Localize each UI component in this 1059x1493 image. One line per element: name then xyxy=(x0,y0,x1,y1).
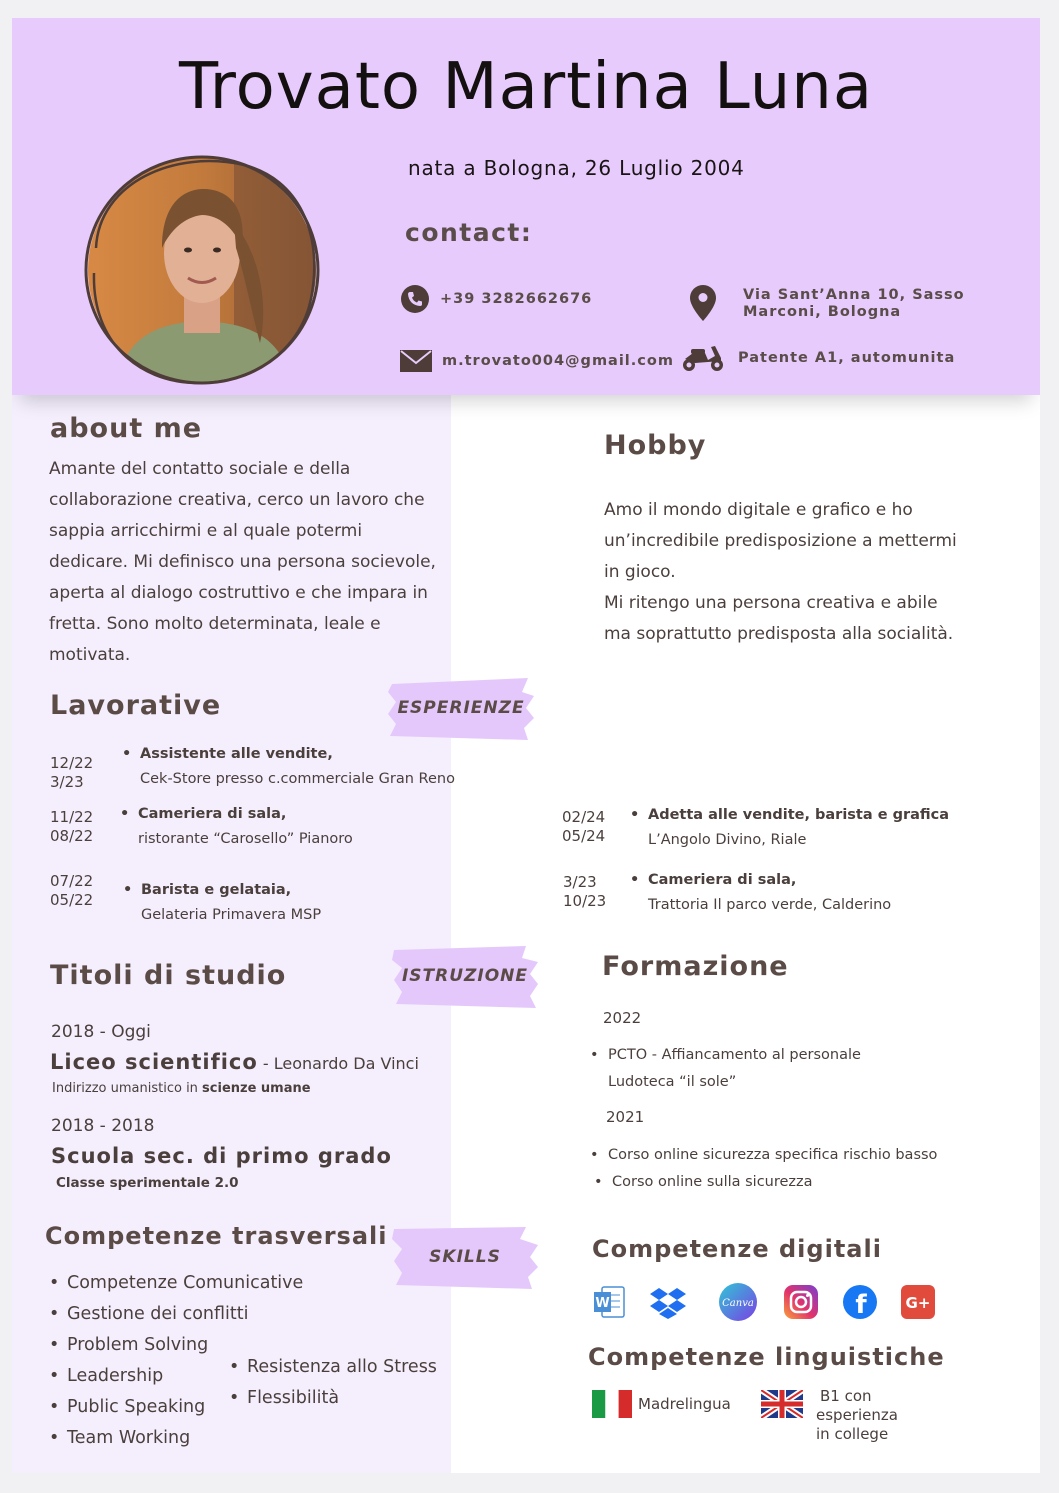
skill-item: • Flessibilità xyxy=(247,1383,437,1414)
school-location: - Leonardo Da Vinci xyxy=(257,1054,419,1073)
job-place: L’Angolo Divino, Riale xyxy=(648,832,807,848)
person-name: Trovato Martina Luna xyxy=(178,50,874,124)
school-note xyxy=(52,1081,311,1096)
training-item xyxy=(608,1042,861,1096)
job-place: Trattoria Il parco verde, Calderino xyxy=(648,897,892,913)
education-years: 2018 - Oggi xyxy=(51,1022,151,1042)
education-heading: Titoli di studio xyxy=(50,960,287,991)
address-line-2: Marconi, Bologna xyxy=(743,304,902,320)
word-icon-letter: W xyxy=(595,1296,610,1311)
about-line: collaborazione creativa, cerco un lavoro che xyxy=(49,490,425,510)
about-heading: about me xyxy=(50,413,203,444)
job-date xyxy=(563,873,606,911)
education-tag-label: ISTRUZIONE xyxy=(401,966,528,986)
profile-photo xyxy=(84,153,324,391)
phone-icon xyxy=(400,284,430,314)
job-date-start: 02/24 xyxy=(562,808,606,826)
school-note-text: Indirizzo umanistico in xyxy=(52,1081,203,1096)
training-heading: Formazione xyxy=(602,951,789,982)
job-date-end: 3/23 xyxy=(50,773,84,791)
italy-flag-icon xyxy=(592,1390,632,1418)
skill-item: • Leadership xyxy=(67,1361,303,1392)
training-item: • Corso online sicurezza specifica rischio basso xyxy=(608,1147,937,1163)
job-entry xyxy=(648,872,891,913)
skill-item: • Public Speaking xyxy=(67,1392,303,1423)
hobby-line: Amo il mondo digitale e grafico e ho xyxy=(604,500,913,520)
languages-heading: Competenze linguistiche xyxy=(588,1343,945,1371)
about-text xyxy=(49,454,459,671)
english-level-line: in college xyxy=(816,1425,889,1443)
uk-flag-icon xyxy=(761,1390,803,1418)
address xyxy=(743,287,965,321)
job-place: Gelateria Primavera MSP xyxy=(141,907,322,923)
job-place: Cek-Store presso c.commerciale Gran Reno xyxy=(140,771,455,787)
job-date xyxy=(50,754,93,792)
hobby-line: un’incredibile predisposizione a mettermi xyxy=(604,531,957,551)
hobby-line: ma soprattutto predisposta alla socialità. xyxy=(604,624,954,644)
experience-heading: Lavorative xyxy=(50,690,222,721)
job-title: • Adetta alle vendite, barista e grafica xyxy=(648,807,949,823)
phone-number[interactable]: +39 3282662676 xyxy=(440,291,593,307)
training-item-line: Ludoteca “il sole” xyxy=(608,1074,737,1090)
job-title: • Cameriera di sala, xyxy=(648,872,891,888)
skills-tag xyxy=(392,1227,538,1279)
training-item-line: • PCTO - Affiancamento al personale xyxy=(608,1042,861,1069)
training-year: 2022 xyxy=(603,1009,642,1027)
google-plus-icon-label: G+ xyxy=(905,1294,931,1312)
job-date xyxy=(50,872,93,910)
experience-tag-label: ESPERIENZE xyxy=(397,698,525,718)
education-item xyxy=(50,1050,419,1074)
digital-skills-heading: Competenze digitali xyxy=(592,1235,882,1263)
job-entry xyxy=(140,746,455,787)
school-name: Liceo scientifico xyxy=(50,1050,258,1074)
training-year: 2021 xyxy=(606,1108,645,1126)
about-line: Amante del contatto sociale e della xyxy=(49,459,351,479)
header xyxy=(12,18,1040,395)
soft-skills-heading: Competenze trasversali xyxy=(45,1222,388,1250)
skill-item: • Problem Solving xyxy=(67,1330,303,1361)
hobby-heading: Hobby xyxy=(604,430,707,461)
job-entry xyxy=(648,807,949,848)
job-date-end: 05/24 xyxy=(562,827,606,845)
instagram-icon xyxy=(783,1284,819,1320)
skills-tag-label: SKILLS xyxy=(429,1247,501,1267)
email-address[interactable]: m.trovato004@gmail.com xyxy=(442,353,674,369)
job-entry xyxy=(138,806,353,847)
experience-tag xyxy=(388,678,534,730)
driving-license: Patente A1, automunita xyxy=(738,350,956,366)
skill-item: • Competenze Comunicative xyxy=(67,1268,303,1299)
job-date xyxy=(562,808,605,846)
facebook-icon-letter: f xyxy=(855,1290,867,1320)
job-date-end: 08/22 xyxy=(50,827,94,845)
location-pin-icon xyxy=(690,285,716,321)
about-line: fretta. Sono molto determinata, leale e xyxy=(49,614,381,634)
job-entry xyxy=(141,882,321,923)
dropbox-icon xyxy=(649,1286,687,1320)
about-line: dedicare. Mi definisco una persona socievole, xyxy=(49,552,436,572)
canva-icon-label: Canva xyxy=(722,1298,754,1309)
job-date-end: 05/22 xyxy=(50,891,94,909)
job-date-start: 12/22 xyxy=(50,754,94,772)
about-line: aperta al dialogo costruttivo e che impara in xyxy=(49,583,428,603)
english-level-line: esperienza xyxy=(816,1406,898,1424)
mail-icon xyxy=(400,350,432,372)
job-date-start: 07/22 xyxy=(50,872,94,890)
school-note-highlight: scienze umane xyxy=(202,1081,311,1096)
address-line-1: Via Sant’Anna 10, Sasso xyxy=(743,287,965,303)
cv-page xyxy=(12,18,1040,1473)
job-date-end: 10/23 xyxy=(563,892,607,910)
canva-icon xyxy=(718,1282,758,1322)
job-date-start: 3/23 xyxy=(563,873,597,891)
google-plus-icon xyxy=(901,1285,935,1319)
job-place: ristorante “Carosello” Pianoro xyxy=(138,831,353,847)
hobby-text xyxy=(604,495,1024,650)
job-title: • Cameriera di sala, xyxy=(138,806,353,822)
english-level xyxy=(816,1387,898,1444)
education-years: 2018 - 2018 xyxy=(51,1116,155,1136)
word-icon xyxy=(592,1285,626,1319)
native-language-label: Madrelingua xyxy=(638,1395,731,1413)
about-line: motivata. xyxy=(49,645,131,665)
contact-heading: contact: xyxy=(405,218,533,247)
scooter-icon xyxy=(681,344,725,372)
school-note: Classe sperimentale 2.0 xyxy=(56,1175,239,1191)
job-date-start: 11/22 xyxy=(50,808,94,826)
hobby-line: Mi ritengo una persona creativa e abile xyxy=(604,593,938,613)
birth-info: nata a Bologna, 26 Luglio 2004 xyxy=(408,156,745,180)
english-level-line: B1 con xyxy=(820,1387,872,1405)
skill-item: • Team Working xyxy=(67,1423,303,1454)
education-tag xyxy=(392,946,538,998)
training-item: • Corso online sulla sicurezza xyxy=(612,1174,813,1190)
facebook-icon xyxy=(842,1284,878,1320)
school-name: Scuola sec. di primo grado xyxy=(51,1144,392,1168)
job-title: • Assistente alle vendite, xyxy=(140,746,455,762)
job-title: • Barista e gelataia, xyxy=(141,882,321,898)
job-date xyxy=(50,808,93,846)
about-line: sappia arricchirmi e al quale potermi xyxy=(49,521,363,541)
skill-item: • Resistenza allo Stress xyxy=(247,1352,437,1383)
soft-skills-list-2 xyxy=(247,1352,437,1414)
hobby-line: in gioco. xyxy=(604,562,676,582)
skill-item: • Gestione dei conflitti xyxy=(67,1299,303,1330)
